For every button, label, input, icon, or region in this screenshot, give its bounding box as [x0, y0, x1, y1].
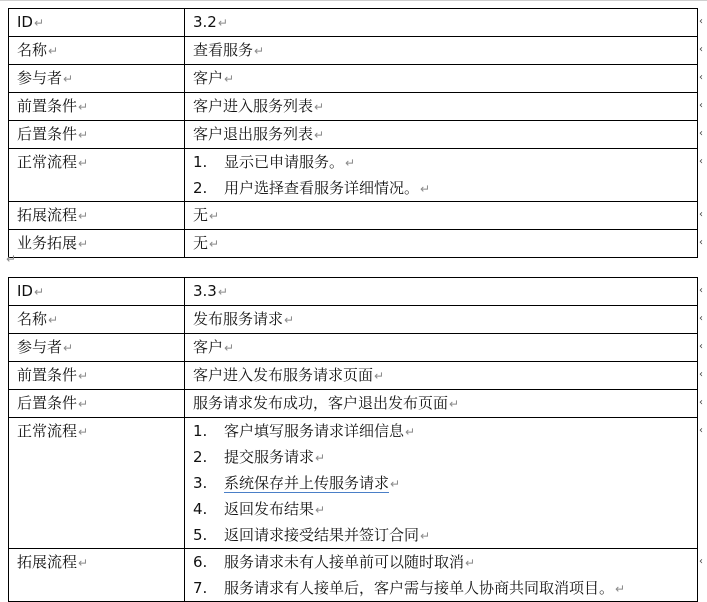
paragraph-mark: ↵ [78, 556, 89, 570]
use-case-table-3-2 [8, 8, 698, 258]
row-end-marker-icon: ‹ [699, 127, 703, 139]
row-end-marker-icon: ‹ [699, 368, 703, 380]
row-end-marker-icon: ‹ [699, 396, 703, 408]
row-key-actor: 参与者↵ [9, 65, 185, 93]
row-end-marker-icon: ‹ [699, 312, 703, 324]
paragraph-mark: ↵ [615, 582, 626, 596]
paragraph-mark: ↵ [78, 100, 89, 114]
table-row [9, 362, 698, 390]
row-value-precondition: 客户进入服务列表↵ [185, 93, 698, 121]
paragraph-mark: ↵ [314, 128, 325, 142]
row-end-marker-icon: ‹ [699, 340, 703, 352]
paragraph-mark: ↵ [449, 397, 460, 411]
row-value-name: 发布服务请求↵ [185, 306, 698, 334]
row-key-actor: 参与者↵ [9, 334, 185, 362]
row-end-marker-icon: ‹ [699, 424, 703, 436]
table-row [9, 306, 698, 334]
paragraph-mark: ↵ [420, 529, 431, 543]
table-row [9, 202, 698, 230]
row-key-normal-flow: 正常流程↵ [9, 149, 185, 202]
row-key-name: 名称↵ [9, 37, 185, 65]
paragraph-mark: ↵ [224, 72, 235, 86]
step-list [193, 549, 697, 601]
paragraph-mark: ↵ [374, 369, 385, 383]
row-key-id: ID↵ [9, 278, 185, 306]
row-value-extension-flow: 无↵ [185, 202, 698, 230]
row-value-precondition: 客户进入发布服务请求页面↵ [185, 362, 698, 390]
list-item: 2. 提交服务请求↵ [193, 448, 326, 466]
paragraph-mark: ↵ [78, 369, 89, 383]
paragraph-mark: ↵ [314, 100, 325, 114]
row-end-marker-icon: ‹ [699, 99, 703, 111]
row-value-actor: 客户↵ [185, 334, 698, 362]
paragraph-mark: ↵ [48, 44, 59, 58]
paragraph-mark: ↵ [209, 237, 220, 251]
paragraph-mark: ↵ [33, 285, 45, 299]
list-item: 2. 用户选择查看服务详细情况。↵ [193, 179, 431, 197]
row-key-extension-flow: 拓展流程↵ [9, 549, 185, 602]
table-row [9, 390, 698, 418]
paragraph-mark: ↵ [33, 16, 45, 30]
paragraph-mark: ↵ [78, 397, 89, 411]
row-key-id: ID↵ [9, 9, 185, 37]
paragraph-mark: ↵ [78, 237, 89, 251]
paragraph-mark: ↵ [48, 313, 59, 327]
use-case-table-3-3 [8, 277, 698, 602]
list-item: 4. 返回发布结果↵ [193, 500, 326, 518]
paragraph-mark: ↵ [420, 182, 431, 196]
row-key-postcondition: 后置条件↵ [9, 390, 185, 418]
table-row [9, 149, 698, 202]
row-key-business-extension: 业务拓展↵ [9, 230, 185, 258]
table-row [9, 549, 698, 602]
paragraph-mark: ↵ [224, 341, 235, 355]
paragraph-mark: ↵ [63, 341, 74, 355]
table-row [9, 334, 698, 362]
row-value-extension-flow [185, 549, 698, 602]
list-item: 1. 客户填写服务请求详细信息↵ [193, 422, 416, 440]
row-value-id: 3.2↵ [185, 9, 698, 37]
row-value-name: 查看服务↵ [185, 37, 698, 65]
paragraph-mark: ↵ [345, 156, 356, 170]
table-row [9, 93, 698, 121]
row-value-actor: 客户↵ [185, 65, 698, 93]
paragraph-mark: ↵ [78, 209, 89, 223]
row-end-marker-icon: ‹ [699, 15, 703, 27]
row-key-postcondition: 后置条件↵ [9, 121, 185, 149]
row-end-marker-icon: ‹ [699, 43, 703, 55]
row-value-id: 3.3↵ [185, 278, 698, 306]
row-key-normal-flow: 正常流程↵ [9, 418, 185, 549]
paragraph-mark: ↵ [217, 285, 228, 299]
list-item: 1. 显示已申请服务。↵ [193, 153, 356, 171]
row-end-marker-icon: ‹ [699, 236, 703, 248]
row-value-business-extension: 无↵ [185, 230, 698, 258]
row-value-postcondition: 客户退出服务列表↵ [185, 121, 698, 149]
row-value-normal-flow [185, 418, 698, 549]
paragraph-mark: ↵ [315, 451, 326, 465]
paragraph-mark: ↵ [254, 44, 265, 58]
row-key-precondition: 前置条件↵ [9, 362, 185, 390]
row-end-marker-icon: ‹ [699, 555, 703, 567]
paragraph-mark: ↵ [405, 425, 416, 439]
table-row [9, 65, 698, 93]
table-row [9, 37, 698, 65]
row-end-marker-icon: ‹ [699, 284, 703, 296]
list-item: 3. 系统保存并上传服务请求↵ [193, 474, 401, 492]
table-row [9, 418, 698, 549]
row-key-extension-flow: 拓展流程↵ [9, 202, 185, 230]
paragraph-mark: ↵ [217, 16, 228, 30]
paragraph-mark: ↵ [78, 425, 89, 439]
table-row [9, 278, 698, 306]
paragraph-mark: ↵ [78, 156, 89, 170]
row-end-marker-icon: ‹ [699, 155, 703, 167]
paragraph-mark: ↵ [315, 503, 326, 517]
step-list [193, 149, 697, 201]
list-item: 7. 服务请求有人接单后，客户需与接单人协商共同取消项目。↵ [193, 579, 626, 597]
table-row [9, 9, 698, 37]
paragraph-mark: ↵ [209, 209, 220, 223]
paragraph-mark: ↵ [284, 313, 295, 327]
row-end-marker-icon: ‹ [699, 71, 703, 83]
list-item: 6. 服务请求未有人接单前可以随时取消↵ [193, 553, 476, 571]
row-end-marker-icon: ‹ [699, 208, 703, 220]
row-key-precondition: 前置条件↵ [9, 93, 185, 121]
page-top-rule [0, 0, 707, 1]
paragraph-mark: ↵ [78, 128, 89, 142]
table-row [9, 230, 698, 258]
list-item: 5. 返回请求接受结果并签订合同↵ [193, 526, 431, 544]
paragraph-mark: ↵ [63, 72, 74, 86]
row-key-name: 名称↵ [9, 306, 185, 334]
paragraph-mark: ↵ [6, 252, 17, 266]
step-list [193, 418, 697, 548]
table-row [9, 121, 698, 149]
paragraph-mark: ↵ [465, 556, 476, 570]
row-value-postcondition: 服务请求发布成功，客户退出发布页面↵ [185, 390, 698, 418]
row-value-normal-flow [185, 149, 698, 202]
paragraph-mark: ↵ [390, 477, 401, 491]
